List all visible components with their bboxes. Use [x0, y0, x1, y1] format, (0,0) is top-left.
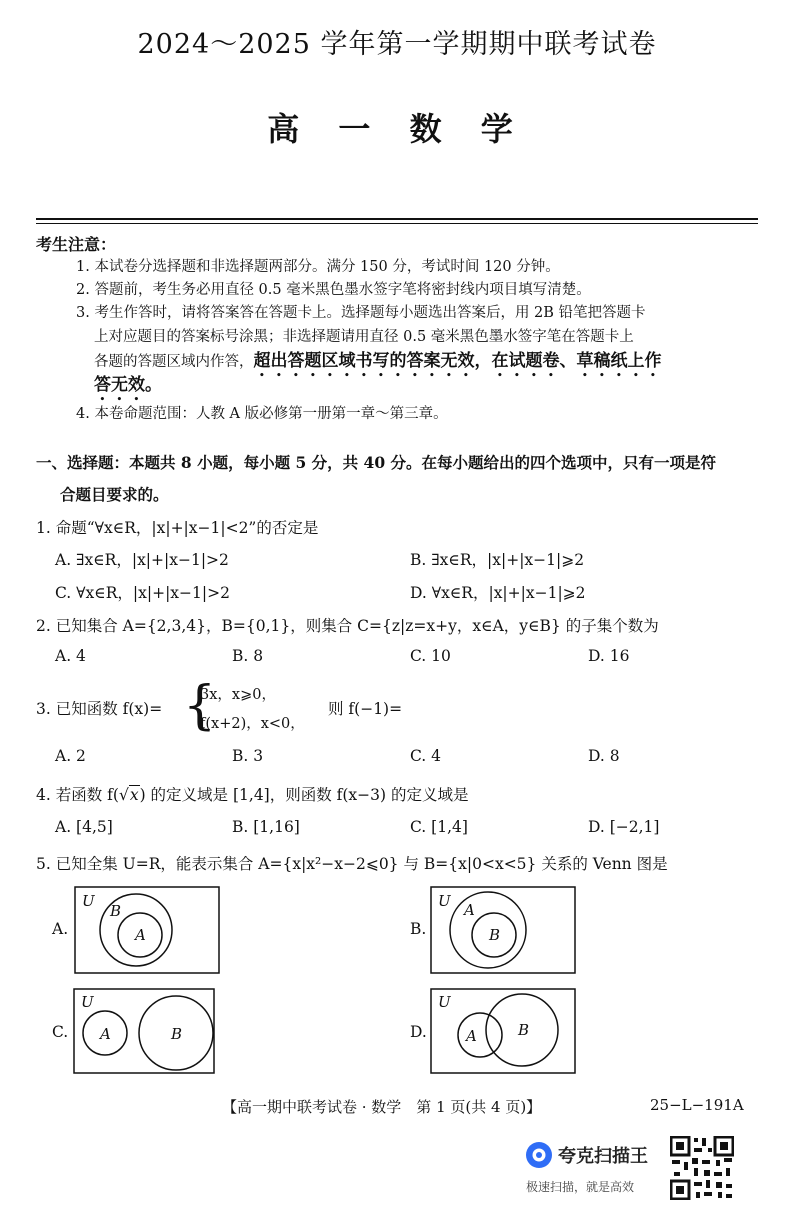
question-1-option-a: A. ∃x∈R，|x|+|x−1|>2: [55, 551, 229, 569]
question-2-stem: 2. 已知集合 A={2,3,4}，B={0,1}，则集合 C={z|z=x+y，x∈A，y∈B} 的子集个数为: [36, 617, 659, 635]
question-5-stem: 5. 已知全集 U=R，能表示集合 A={x|x²−x−2⩽0} 与 B={x|0<x<5} 关系的 Venn 图是: [36, 855, 668, 873]
page-footer-info: 【高一期中联考试卷 · 数学 第 1 页(共 4 页)】: [222, 1098, 542, 1116]
venn-d-label-b: B: [518, 1021, 530, 1039]
question-1-option-b: B. ∃x∈R，|x|+|x−1|⩾2: [410, 551, 585, 569]
question-2-option-c: C. 10: [410, 647, 451, 665]
question-4-option-a: A. [4,5]: [55, 818, 113, 836]
notice-heading: 考生注意：: [36, 235, 117, 254]
venn-diagram-a: [74, 886, 220, 974]
venn-a-label-a: A: [135, 926, 146, 944]
venn-diagram-d: [430, 988, 576, 1074]
notice-item-3-line-3-plain: 各题的答题区域内作答，: [94, 354, 254, 370]
venn-c-universal-rect: [74, 989, 214, 1073]
venn-b-universal-rect: [431, 887, 575, 973]
question-4-stem-prefix: 4. 若函数 f(: [36, 786, 119, 804]
question-3-option-c: C. 4: [410, 747, 442, 765]
qr-code-icon: [670, 1136, 734, 1200]
exam-title: 2024～2025 学年第一学期期中联考试卷: [137, 29, 657, 60]
question-5-option-c: C.: [52, 1023, 69, 1041]
venn-c-label-a: A: [100, 1025, 111, 1043]
notice-item-3-line-1: 3. 考生作答时，请将答案答在答题卡上。选择题每小题选出答案后，用 2B 铅笔把答题卡: [76, 305, 646, 321]
venn-b-label-a: A: [464, 901, 475, 919]
venn-b-label-b: B: [489, 926, 501, 944]
question-1-stem: 1. 命题“∀x∈R，|x|+|x−1|<2”的否定是: [36, 519, 319, 537]
question-3-option-a: A. 2: [55, 747, 86, 765]
header-rule-thin: [36, 223, 758, 224]
venn-a-universal-rect: [75, 887, 219, 973]
subject-title: 高 一 数 学: [267, 110, 527, 148]
question-4-option-d: D. [−2,1]: [588, 818, 660, 836]
question-3-case-2: f(x+2)，x<0，: [200, 716, 305, 732]
page-footer-code: 25−L−191A: [650, 1096, 744, 1114]
question-4-option-b: B. [1,16]: [232, 818, 300, 836]
question-3-option-b: B. 3: [232, 747, 264, 765]
venn-a-label-u: U: [82, 892, 95, 910]
notice-item-3-line-4: 答无效。: [94, 375, 162, 395]
quark-logo-icon: [524, 1140, 554, 1170]
venn-d-label-u: U: [438, 993, 451, 1011]
venn-b-label-u: U: [438, 892, 451, 910]
question-5-option-b: B.: [410, 920, 427, 938]
question-4-stem: [36, 783, 469, 805]
notice-item-4: 4. 本卷命题范围：人教 A 版必修第一册第一章～第三章。: [76, 406, 448, 422]
notice-item-3-line-3: [94, 350, 662, 381]
question-2-option-b: B. 8: [232, 647, 264, 665]
notice-item-3-line-2: 上对应题目的答案标号涂黑；非选择题请用直径 0.5 毫米黑色墨水签字笔在答题卡上: [94, 329, 634, 345]
notice-item-2: 2. 答题前，考生务必用直径 0.5 毫米黑色墨水签字笔将密封线内项目填写清楚。: [76, 282, 591, 298]
venn-d-label-a: A: [466, 1027, 477, 1045]
sqrt-sign: √: [118, 786, 129, 804]
notice-item-1: 1. 本试卷分选择题和非选择题两部分。满分 150 分，考试时间 120 分钟。: [76, 259, 560, 275]
notice-emphasis: 超出答题区域书写的答案无效，在试题卷、草稿纸上作: [253, 351, 662, 371]
question-1-option-c: C. ∀x∈R，|x|+|x−1|>2: [55, 584, 230, 602]
venn-diagram-b: [430, 886, 576, 974]
venn-d-set-a-circle: [458, 1013, 502, 1057]
section-1-heading-cont: 合题目要求的。: [60, 485, 169, 504]
venn-a-label-b: B: [110, 902, 122, 920]
sqrt-argument: x: [129, 786, 139, 804]
piecewise-brace: {: [183, 676, 217, 736]
venn-c-label-u: U: [81, 993, 94, 1011]
question-2-option-a: A. 4: [55, 647, 86, 665]
question-3-stem-prefix: 3. 已知函数 f(x)=: [36, 700, 163, 718]
question-1-option-d: D. ∀x∈R，|x|+|x−1|⩾2: [410, 584, 586, 602]
watermark-slogan: 极速扫描，就是高效: [526, 1180, 635, 1194]
question-5-option-d: D.: [410, 1023, 427, 1041]
question-3-case-1: 3x，x⩾0，: [200, 687, 276, 703]
question-3-option-d: D. 8: [588, 747, 620, 765]
question-5-option-a: A.: [52, 920, 69, 938]
watermark-app-name: 夸克扫描王: [558, 1146, 648, 1167]
question-4-stem-suffix: ) 的定义域是 [1,4]，则函数 f(x−3) 的定义域是: [139, 786, 469, 804]
question-2-option-d: D. 16: [588, 647, 630, 665]
question-4-option-c: C. [1,4]: [410, 818, 468, 836]
question-3-stem-suffix: 则 f(−1)=: [328, 700, 403, 718]
venn-diagram-c: [73, 988, 215, 1074]
section-1-heading: 一、选择题：本题共 8 小题，每小题 5 分，共 40 分。在每小题给出的四个选项中，只有一项是符: [36, 453, 717, 472]
venn-c-label-b: B: [171, 1025, 183, 1043]
header-rule-thick: [36, 218, 758, 220]
